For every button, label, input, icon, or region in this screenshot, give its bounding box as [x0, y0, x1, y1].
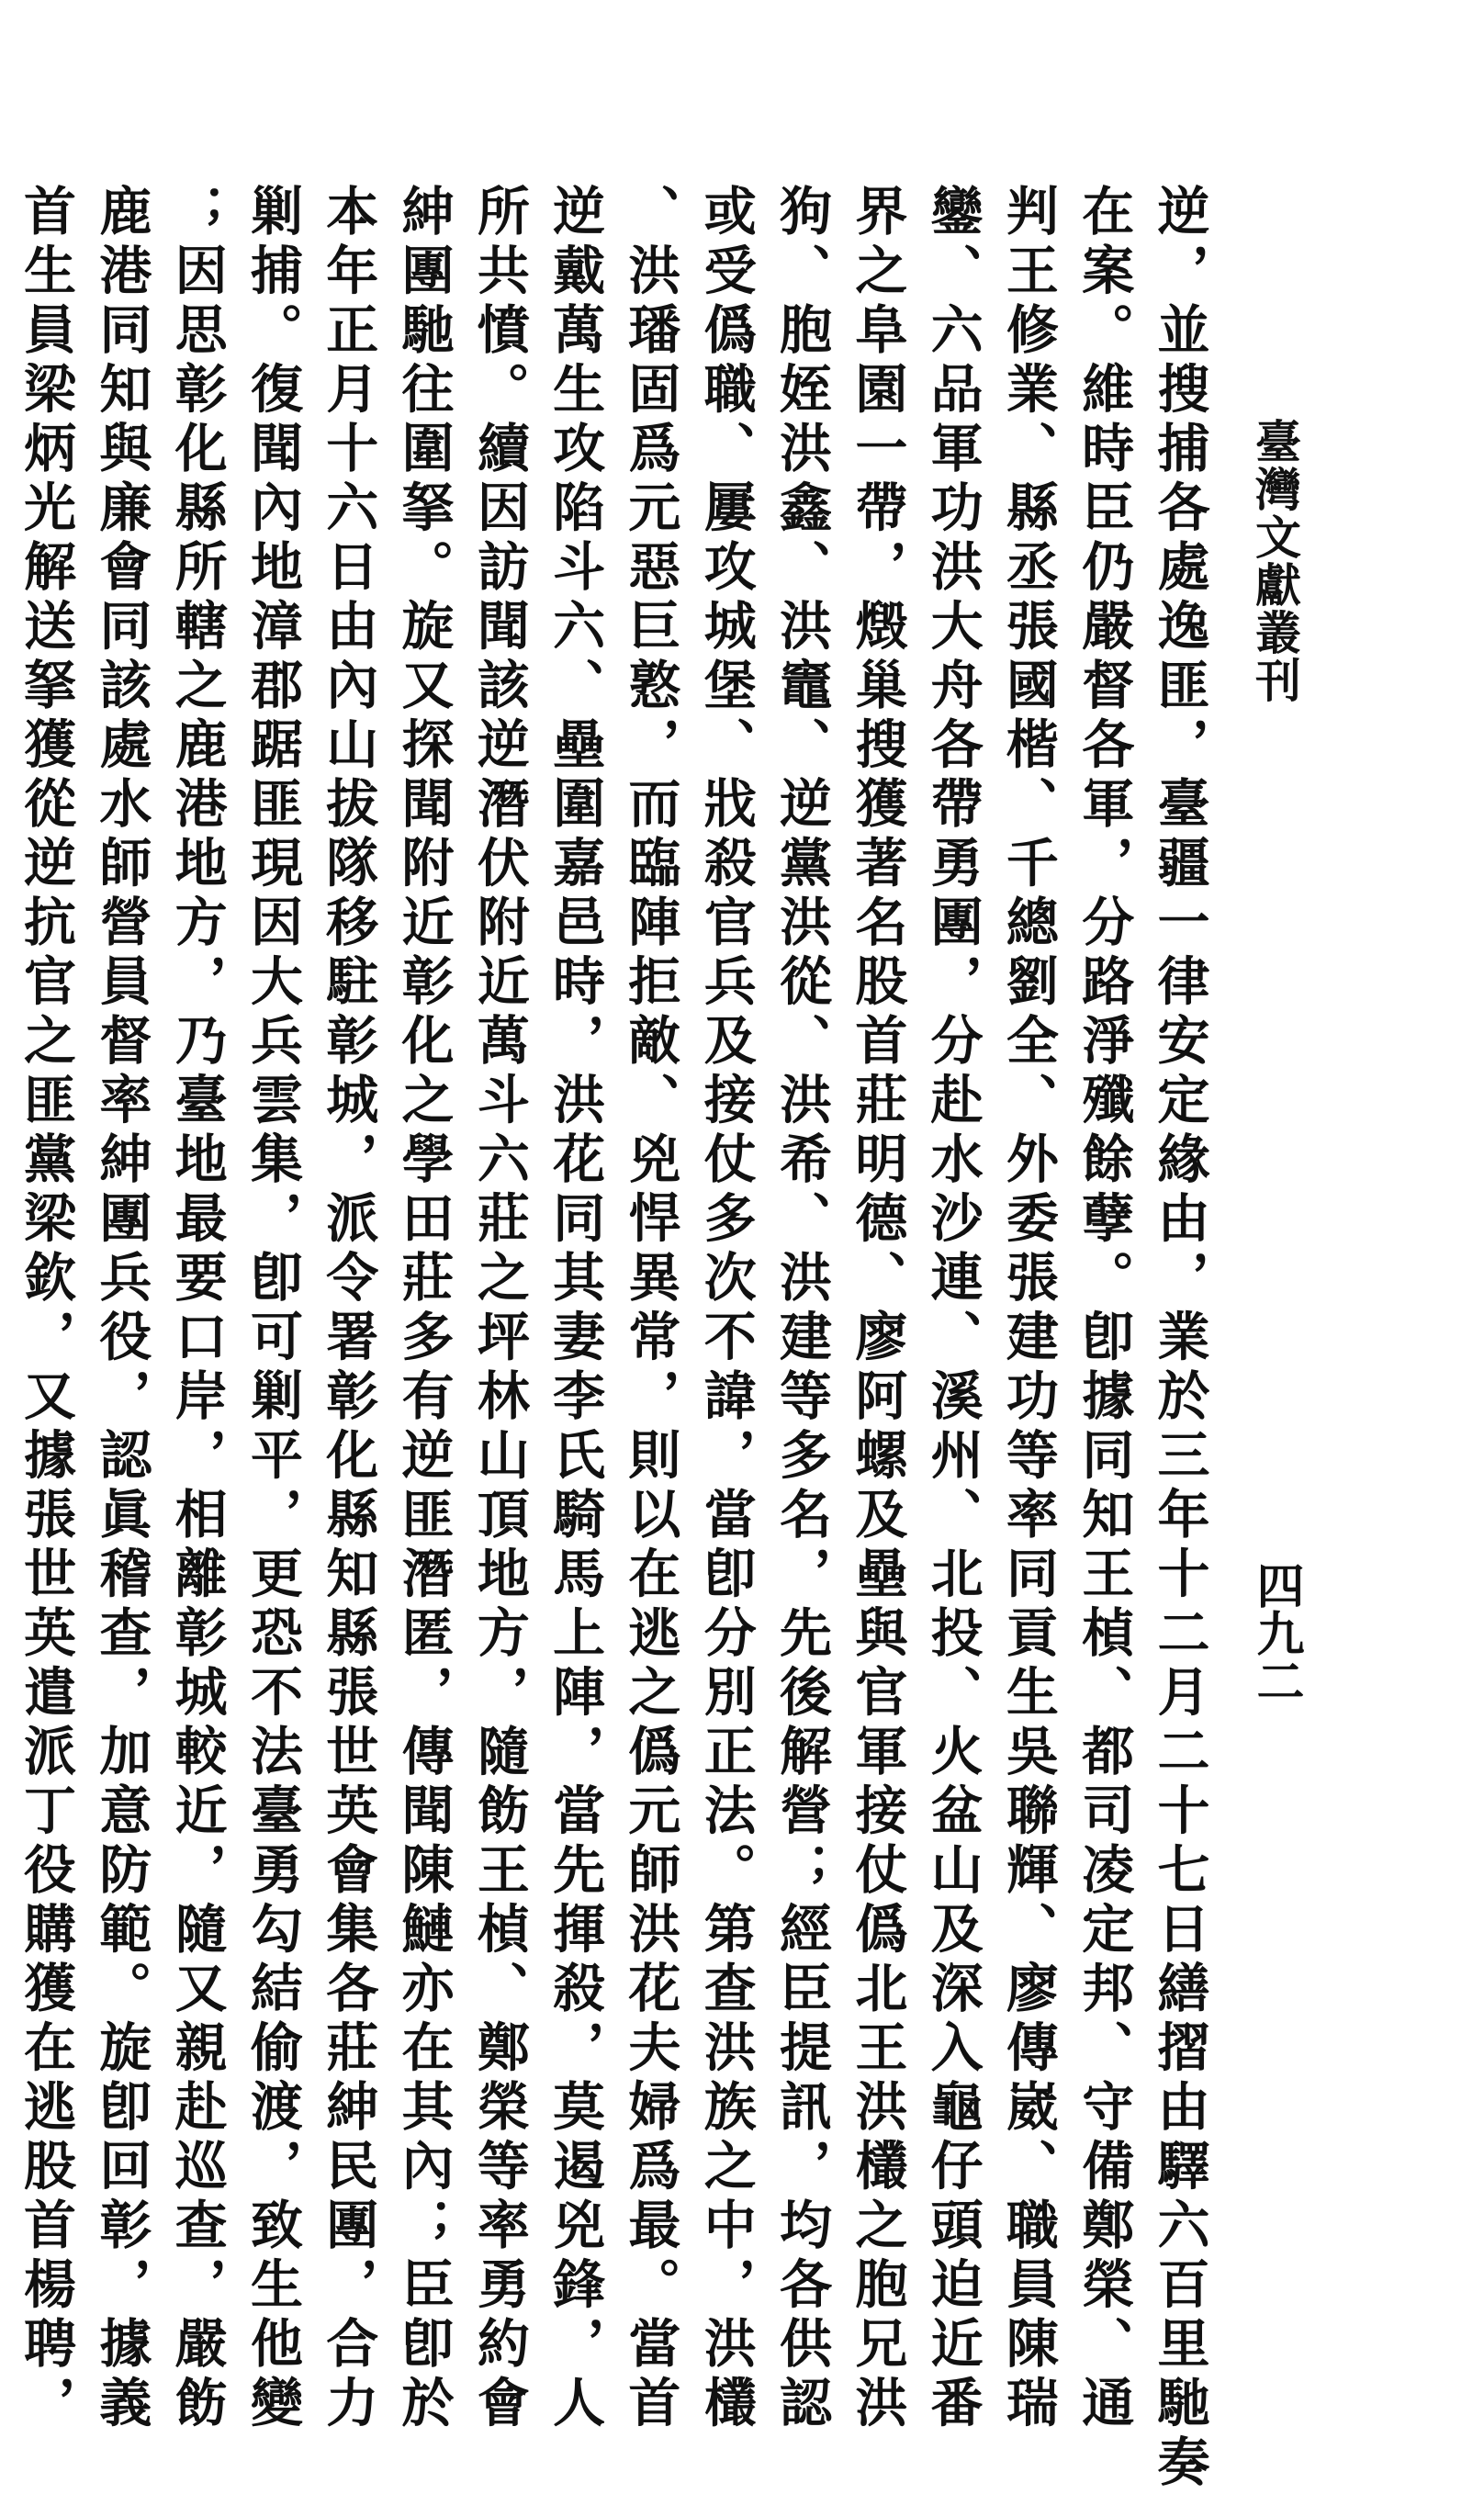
text-column: 首生員梁炳光解送拏獲從逆抗官之匪黨梁欽，又據張世英遣派丁役購獲在逃股首楊聘， — [15, 184, 77, 2434]
text-column: 鑾、六品軍功洪大舟各帶勇團，分赴水沙連、溪州、北投、火盆山及深入龜仔頭迫近番 — [922, 184, 984, 2434]
text-column: 界之阜園一帶，燬巢搜獲著名股首莊明德、廖阿螺及壘與官軍接仗僞北王洪欉之胞兄洪 — [846, 184, 908, 2434]
text-column: 或受僞職、屢攻城堡、戕殺官兵及接仗多次不諱，當卽分別正法。第查洪族之中，洪欉 — [695, 184, 758, 2434]
text-column: 狗、胞姪洪鑫、洪竈、逆黨洪從、洪希、洪建等多名，先後解營；經臣提訊，均各供認 — [770, 184, 833, 2434]
text-column: ；因思彰化縣所轄之鹿港地方，乃臺地最要口岸，相離彰城較近，隨又親赴巡查，嚴飭 — [166, 184, 229, 2434]
text-column: 逆，並搜捕各處逸匪，臺疆一律安定緣由，業於三年十二月二十七日繕摺由驛六百里馳奏 — [1149, 184, 1210, 2494]
text-column: 鹿港同知與廉會同該處水師營員督率紳團兵役，認眞稽查，加意防範。旋卽回彰，據義 — [90, 184, 152, 2434]
text-column: 本年正月十六日由內山拔隊移駐彰城，派令署彰化縣知縣張世英會集各莊紳民團，合力 — [317, 184, 379, 2434]
text-column: 紳團馳往圍拏。旋又探聞附近彰化之學田莊多有逆匪潛匿，傳聞陳鰱亦在其內；臣卽於 — [393, 184, 455, 2434]
text-column: 所共憤。續因訪聞該逆潛伏附近萬斗六莊之坪林山頂地方，隨飭王楨、鄭榮等率勇約會 — [468, 184, 531, 2434]
book-title-header: 臺灣文獻叢刊 — [1248, 418, 1302, 704]
text-column: 、洪璠固爲元惡巨憝，而臨陣拒敵、兇悍異常，則以在逃之僞元師洪花夫婦爲最。當首 — [619, 184, 681, 2434]
body-text — [15, 184, 1217, 2494]
text-column: 判王修業、縣丞張國楷、千總劉全、外委張建功等率同貢生吳聯輝、廖傳崴、職員陳瑞 — [997, 184, 1060, 2434]
text-column: 在案。維時臣仍嚴督各軍，分路淨殲餘孽。卽據同知王楨、都司凌定邦、守備鄭榮、通 — [1073, 184, 1135, 2434]
text-column: 逆戴萬生攻陷斗六、壘圍嘉邑時，洪花同其妻李氏騎馬上陣，當先揮殺，莫遏兇鋒，人 — [544, 184, 606, 2434]
page-number: 四九二 — [1248, 1561, 1304, 1704]
text-column: 剿捕。復聞內地漳郡踞匪現因大兵雲集，卽可剿平，更恐不法臺勇勾結偷渡，致生他變 — [242, 184, 304, 2434]
